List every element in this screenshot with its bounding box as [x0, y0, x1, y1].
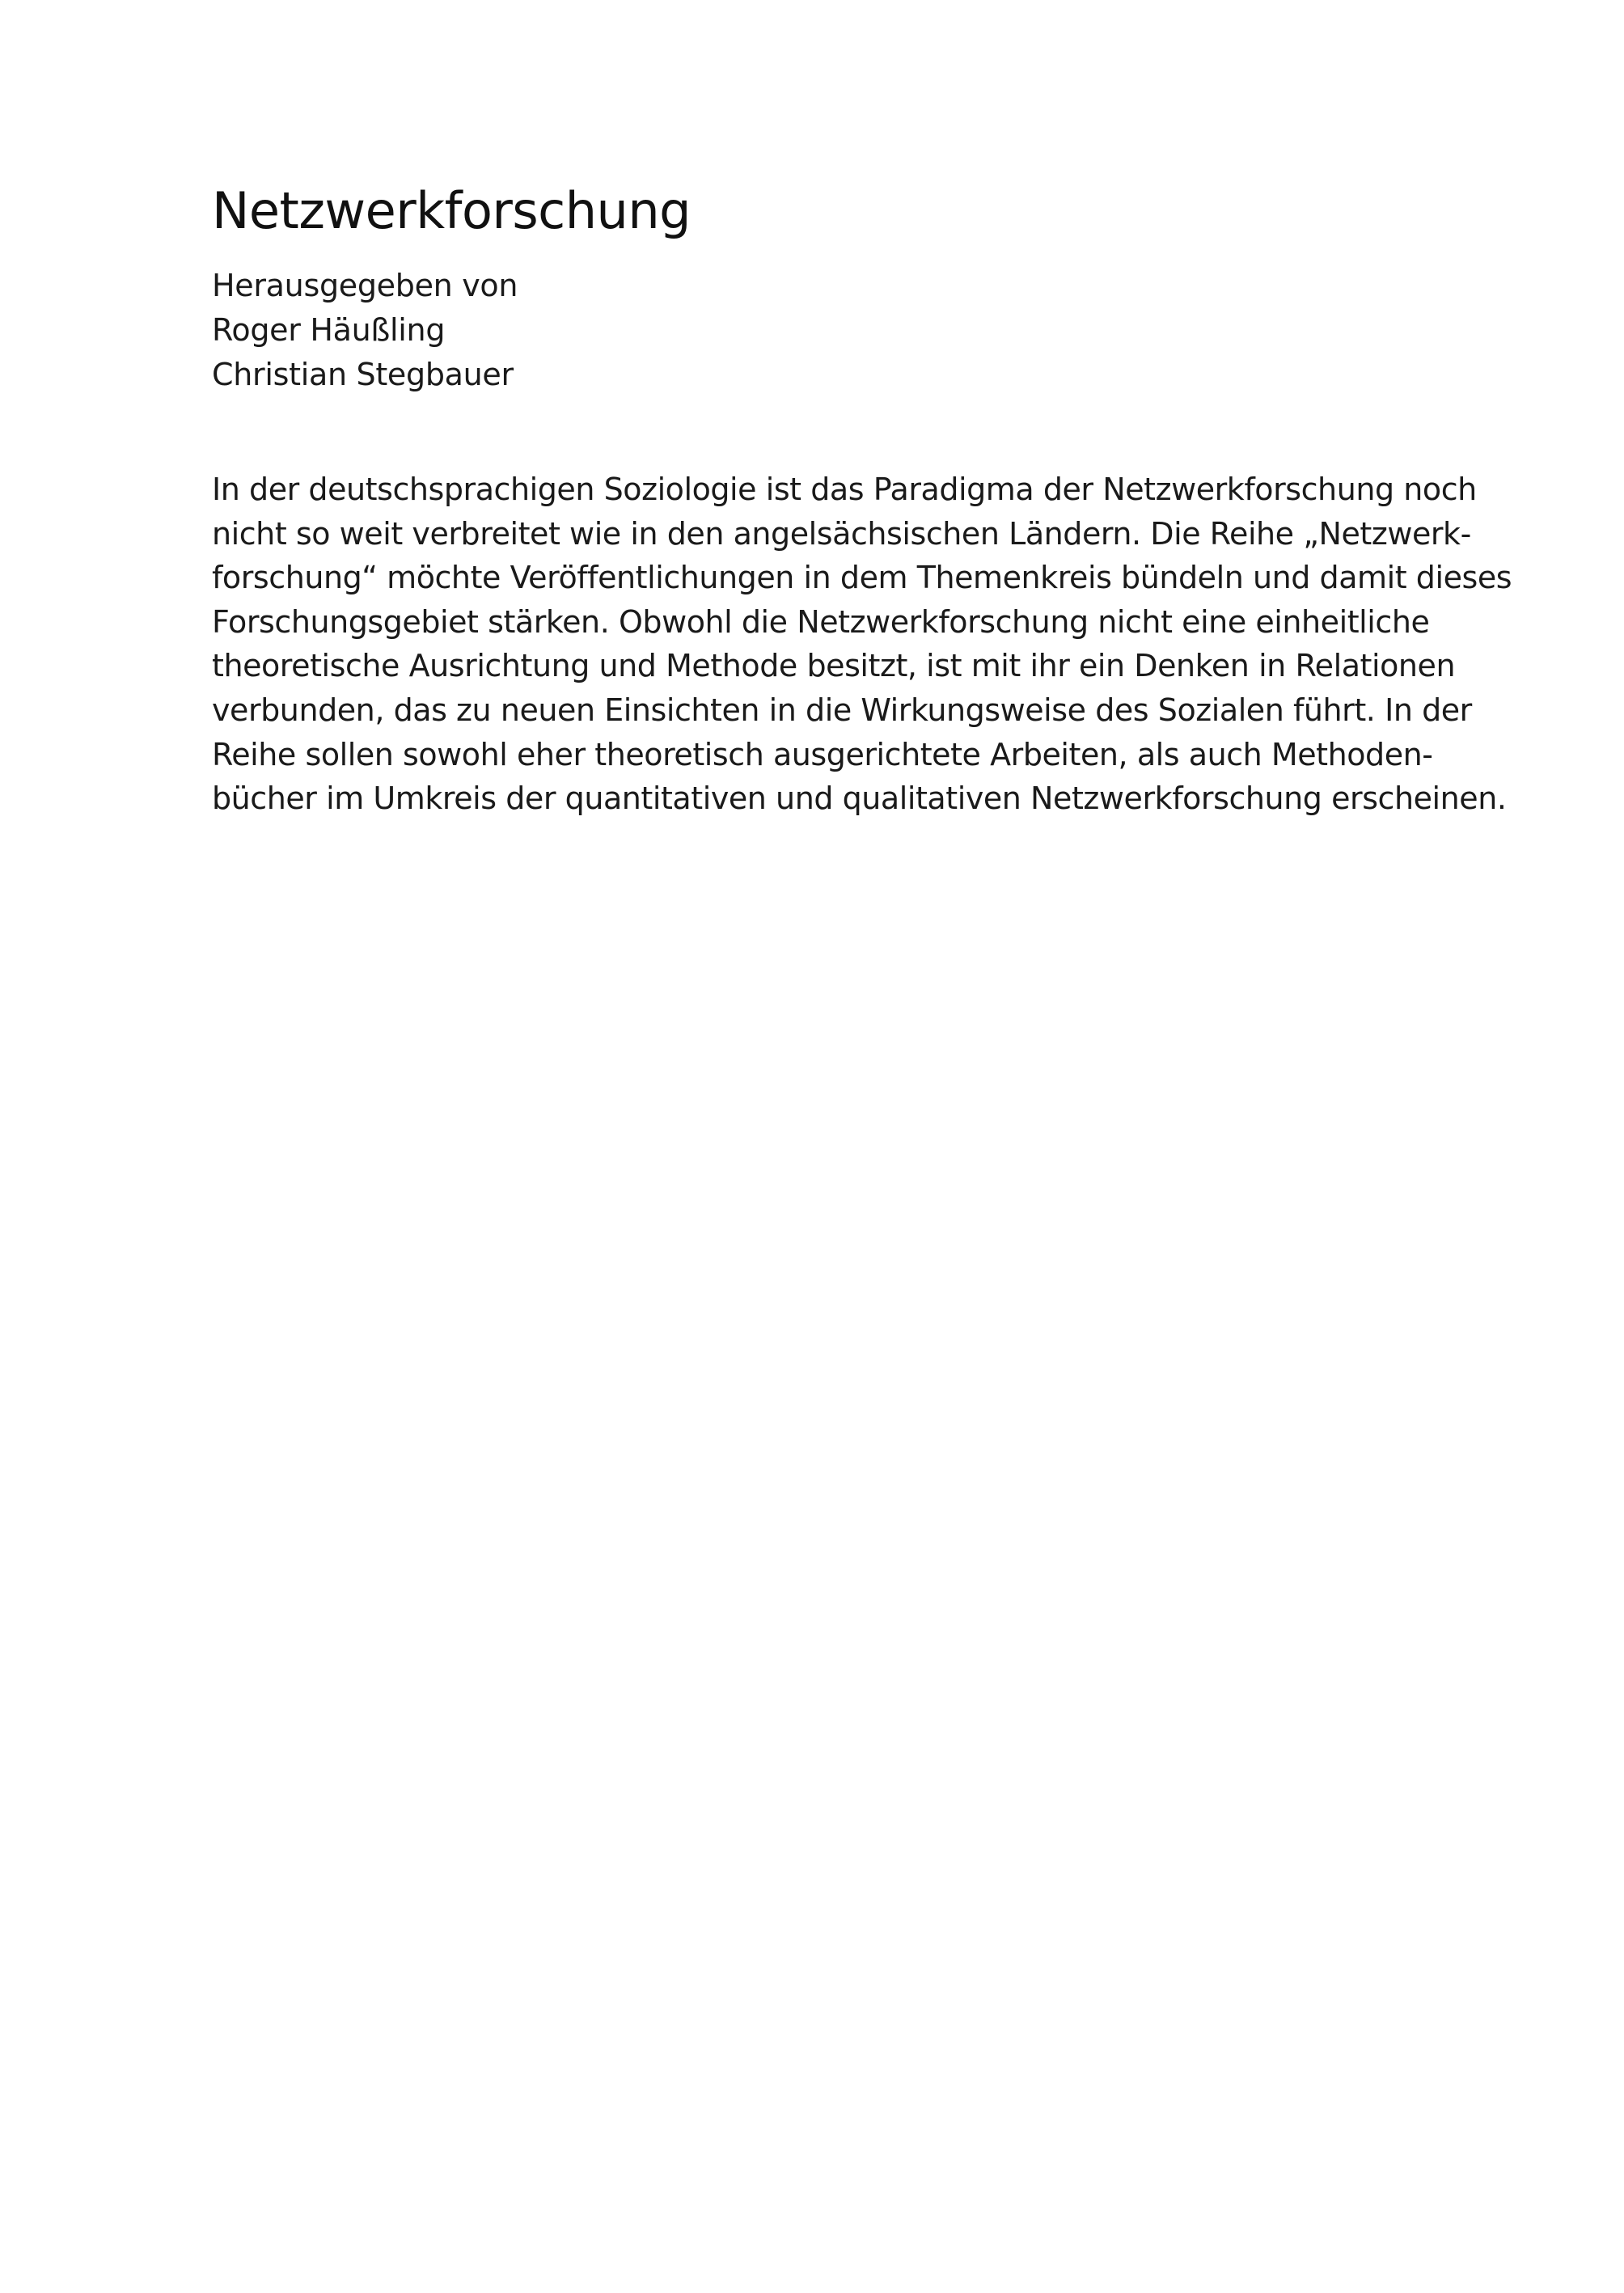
- description-line: In der deutschsprachigen Soziologie ist das Paradigma der Netzwerkforschung noch: [212, 472, 1477, 507]
- series-title: Netzwerkforschung: [212, 181, 691, 240]
- editor-name: Christian Stegbauer: [212, 357, 514, 392]
- series-description: [212, 467, 1512, 821]
- editors-intro: Herausgegeben von: [212, 268, 518, 303]
- description-line: Forschungsgebiet stärken. Obwohl die Netzwerkforschung nicht eine einheitliche: [212, 603, 1430, 640]
- description-line: forschung“ möchte Veröffentlichungen in dem Themenkreis bündeln und damit dieses: [212, 560, 1512, 596]
- description-line: Reihe sollen sowohl eher theoretisch ausgerichtete Arbeiten, als auch Methoden-: [212, 736, 1433, 772]
- editor-name: Roger Häußling: [212, 312, 446, 348]
- description-line: verbunden, das zu neuen Einsichten in die Wirkungsweise des Sozialen führt. In der: [212, 692, 1472, 728]
- description-line: bücher im Umkreis der quantitativen und qualitativen Netzwerkforschung erscheinen.: [212, 781, 1507, 817]
- description-line: nicht so weit verbreitet wie in den angelsächsischen Ländern. Die Reihe „Netzwerk-: [212, 515, 1471, 552]
- series-header: [212, 180, 1425, 397]
- description-line: theoretische Ausrichtung und Methode besitzt, ist mit ihr ein Denken in Relationen: [212, 648, 1456, 684]
- editors-block: [212, 264, 1425, 397]
